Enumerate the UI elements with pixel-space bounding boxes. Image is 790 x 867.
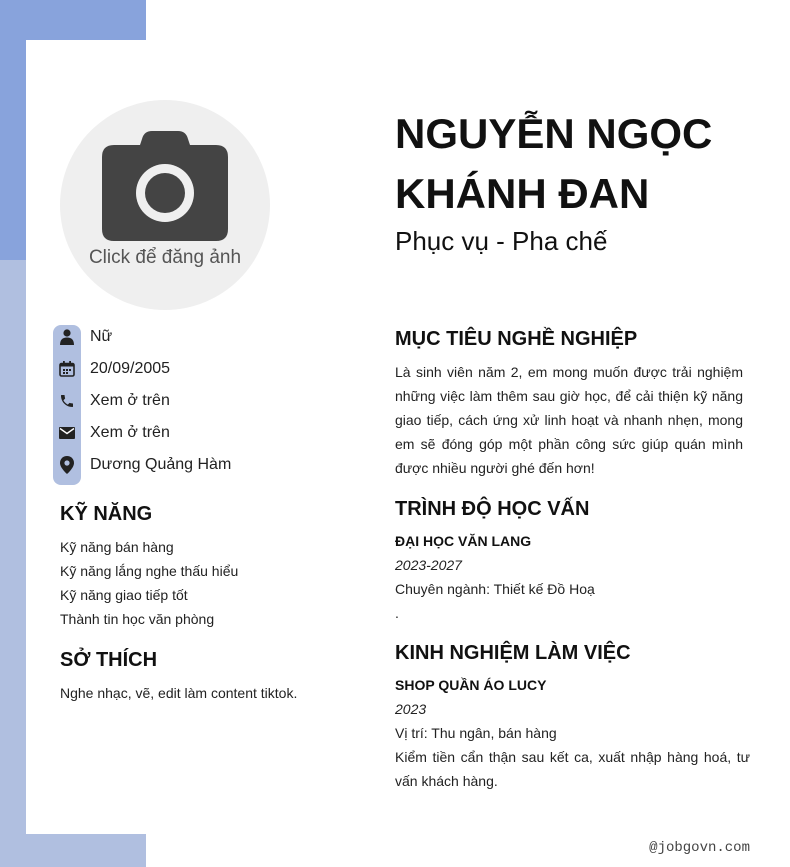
contact-address	[53, 449, 231, 481]
experience-description: Kiểm tiền cẩn thận sau kết ca, xuất nhập hàng hoá, tư vấn khách hàng.	[395, 749, 750, 789]
education-note: .	[395, 605, 399, 621]
address-value: Dương Quảng Hàm	[90, 456, 232, 473]
contact-email	[53, 417, 170, 449]
phone-icon	[53, 393, 81, 409]
hobbies-heading: SỞ THÍCH	[60, 649, 158, 671]
calendar-icon	[53, 361, 81, 377]
hobbies-list	[60, 681, 297, 705]
avatar-label: Click để đăng ảnh	[88, 247, 242, 268]
location-icon	[53, 456, 81, 474]
birthday-value: 20/09/2005	[90, 360, 171, 377]
name-line-1: NGUYỄN NGỌC	[395, 110, 713, 157]
skill-item: Kỹ năng lắng nghe thấu hiểu	[60, 563, 239, 579]
education-years: 2023-2027	[395, 557, 462, 573]
company-name: SHOP QUẦN ÁO LUCY	[395, 677, 547, 693]
contact-phone	[53, 385, 170, 417]
hobbies-text: Nghe nhạc, vẽ, edit làm content tiktok.	[60, 685, 298, 701]
skill-item: Thành tin học văn phòng	[60, 611, 215, 627]
skills-list	[60, 535, 238, 631]
full-name	[395, 104, 775, 224]
user-icon	[53, 329, 81, 345]
gender-value: Nữ	[90, 328, 113, 345]
skill-item: Kỹ năng giao tiếp tốt	[60, 587, 188, 603]
camera-icon	[102, 131, 228, 241]
objective-text: Là sinh viên năm 2, em mong muốn được trải nghiệm những việc làm thêm sau giờ học, để cải thiện kỹ năng giao tiếp, cách ứng xử linh hoạt và nhanh nhẹn, mong em sẽ đóng góp một phần công sức giúp quán mình được nhiều người ghé đến hơn!	[395, 364, 743, 476]
education-heading: TRÌNH ĐỘ HỌC VẤN	[395, 498, 590, 520]
accent-bar-bottom	[0, 834, 146, 867]
skills-heading: KỸ NĂNG	[60, 503, 153, 525]
contact-birthday	[53, 353, 170, 385]
experience-position: Vị trí: Thu ngân, bán hàng	[395, 725, 557, 741]
education-entry	[395, 529, 750, 625]
objective-heading: MỤC TIÊU NGHỀ NGHIỆP	[395, 328, 638, 350]
school-name: ĐẠI HỌC VĂN LANG	[395, 533, 532, 549]
phone-value: Xem ở trên	[90, 392, 170, 409]
name-line-2: KHÁNH ĐAN	[395, 170, 650, 217]
experience-entry	[395, 673, 750, 793]
skill-item: Kỹ năng bán hàng	[60, 539, 174, 555]
footer-credit: @jobgovn.com	[649, 840, 750, 856]
avatar-upload[interactable]	[60, 100, 270, 310]
email-value: Xem ở trên	[90, 424, 170, 441]
experience-heading: KINH NGHIỆM LÀM VIỆC	[395, 642, 631, 664]
education-major: Chuyên ngành: Thiết kế Đồ Hoạ	[395, 581, 595, 597]
mail-icon	[53, 427, 81, 439]
experience-year: 2023	[395, 701, 427, 717]
job-title: Phục vụ - Pha chế	[395, 226, 608, 256]
contact-gender	[53, 321, 112, 353]
accent-bar-side	[0, 260, 26, 867]
